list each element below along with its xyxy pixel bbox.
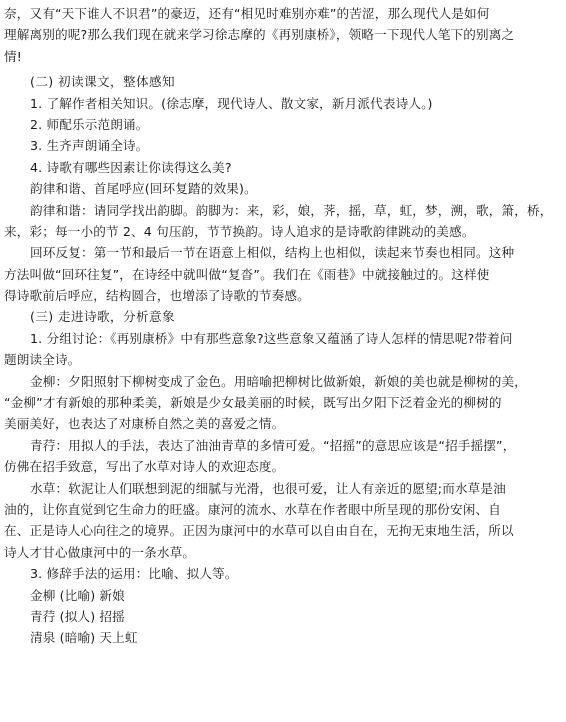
text-line: 仿佛在招手致意，写出了水草对诗人的欢迎态度。	[4, 459, 285, 475]
text-line: “金柳”才有新娘的那种柔美，新娘是少女最美丽的时候，既写出夕阳下泛着金光的柳树的	[4, 395, 502, 411]
text-line: 金柳 (比喻) 新娘	[30, 587, 125, 603]
text-line: 回环反复：第一节和最后一节在语意上相似，结构上也相似，读起来节奏也相同。这种	[30, 245, 515, 261]
text-line: 奈，又有“天下谁人不识君”的豪迈，还有“相见时难别亦难”的苦涩，那么现代人是如何	[4, 6, 490, 21]
list-item: 2. 师配乐示范朗诵。	[30, 116, 149, 132]
text-line: 金柳：夕阳照射下柳树变成了金色。用暗喻把柳树比做新娘，新娘的美也就是柳树的美，	[30, 373, 528, 389]
text-line: 在、正是诗人心向往之的境界。正因为康河中的水草可以自由自在，无拘无束地生活，所以	[4, 523, 514, 539]
text-line: 题朗读全诗。	[4, 352, 81, 368]
text-line: 情!	[4, 48, 22, 64]
section-heading: (三) 走进诗歌，分析意象	[30, 309, 175, 325]
section-heading: (二) 初读课文，整体感知	[30, 74, 175, 90]
list-item: 4. 诗歌有哪些因素让你读得这么美?	[30, 159, 232, 175]
list-item: 3. 修辞手法的运用：比喻、拟人等。	[30, 566, 238, 582]
text-line: 韵律和谐、首尾呼应(回环复踏的效果)。	[30, 181, 257, 197]
text-line: 青荇 (拟人) 招摇	[30, 608, 125, 624]
text-line: 青荇：用拟人的手法，表达了油油青草的多情可爱。“招摇”的意思应该是“招手摇摆”，	[30, 437, 516, 453]
list-item: 1. 分组讨论：《再别康桥》中有那些意象?这些意象又蕴涵了诗人怎样的情思呢?带着问	[30, 330, 513, 346]
text-line: 方法叫做“回环往复”，在诗经中就叫做“复沓”。我们在《雨巷》中就接触过的。这样使	[4, 266, 490, 282]
list-item: 1. 了解作者相关知识。(徐志摩，现代诗人、散文家，新月派代表诗人。)	[30, 95, 433, 111]
text-line: 诗人才甘心做康河中的一条水草。	[4, 544, 196, 560]
text-line: 理解离别的呢?那么我们现在就来学习徐志摩的《再别康桥》，领略一下现代人笔下的别离之	[4, 27, 515, 43]
text-line: 美丽美好，也表达了对康桥自然之美的喜爱之情。	[4, 416, 285, 432]
text-line: 水草：软泥让人们联想到泥的细腻与光滑，也很可爱，让人有亲近的愿望;而水草是油	[30, 480, 506, 496]
text-line: 得诗歌前后呼应，结构圆合，也增添了诗歌的节奏感。	[4, 288, 310, 304]
list-item: 3. 生齐声朗诵全诗。	[30, 138, 149, 154]
text-line: 油的，让你直觉到它生命力的旺盛。康河的流水、水草在作者眼中所呈现的那份安闲、自	[4, 501, 502, 517]
text-line: 清泉 (暗喻) 天上虹	[30, 630, 138, 646]
text-line: 来，彩；每一小的节 2、4 句压韵，节节换韵。诗人追求的是诗歌韵律跳动的美感。	[4, 223, 475, 239]
text-line: 韵律和谐：请同学找出韵脚。韵脚为：来，彩，娘，荠，摇，草，虹，梦，溯，歌，箫，桥，	[30, 202, 553, 218]
